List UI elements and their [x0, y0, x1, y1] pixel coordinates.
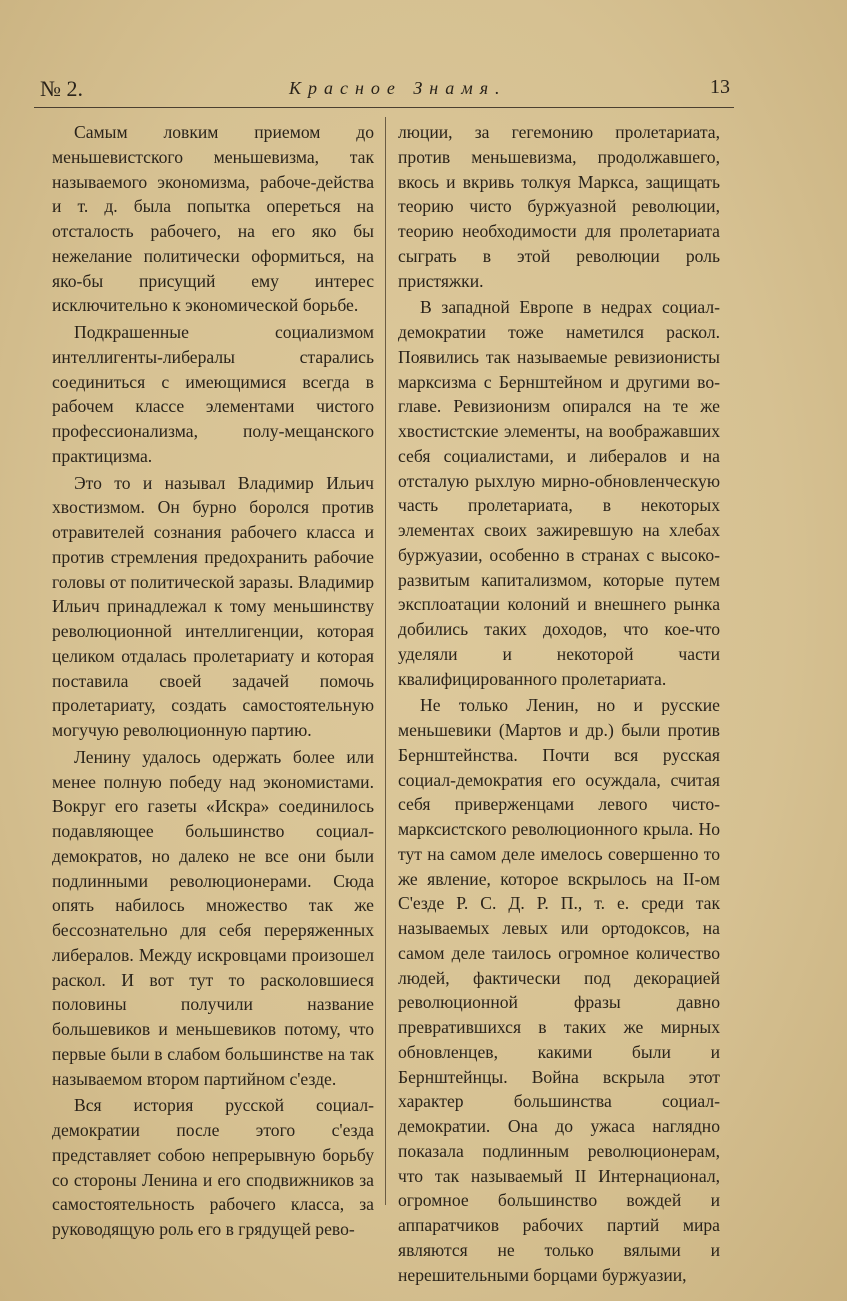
paragraph: Самым ловким приемом до меньшевистского меньшевизма, так называемого экономизма, рабоче-действа и т. д. была попытка опереться на отсталость рабочего, на его яко бы нежелание политически оформиться, на яко-бы присущий ему интерес исключительно к экономической борьбе. — [52, 122, 374, 316]
paragraph: В западной Европе в недрах социал-демократии тоже наметился раскол. Появились так называемые ревизионисты марксизма с Бернштейном и другими во-главе. Ревизионизм опирался на те же хвостистские элементы, на воображавших себя социалистами, и либералов и на отсталую рыхлую мирно-обновленческую часть пролетариата, в некоторых элементах своих зажиревшую на хлебах буржуазии, особенно в странах с высоко-развитым капитализмом, которые путем эксплоатации колоний и внешнего рынка добились таких доходов, что кое-что уделяли и некоторой части квалифицированного пролетариата. — [398, 297, 720, 689]
page-number: 13 — [710, 76, 730, 98]
paragraph: люции, за гегемонию пролетариата, против меньшевизма, продолжавшего, вкось и вкривь толкуя Маркса, защищать теорию чисто буржуазной революции, теорию необходимости для пролетариата сыграть в этой революции роль пристяжки. — [398, 122, 720, 291]
right-column — [398, 120, 720, 1287]
paragraph: Не только Ленин, но и русские меньшевики (Мартов и др.) были против Бернштейнства. Почти вся русская социал-демократия его осуждала, считая себя приверженцами левого чисто-марксистского революционного крыла. Но тут на самом деле имелось совершенно то же явление, которое вскрылось на II-ом С'езде Р. С. Д. Р. П., т. е. среди так называемых левых или ортодоксов, на самом деле таилось огромное количество людей, фактически под декорацией революционной фразы давно превратившихся в таких же мирных обновленцев, какими были и Бернштейнцы. Война вскрыла этот характер большинства социал-демократии. Она до ужаса наглядно показала подлинным революционерам, что так называемый II Интернационал, огромное большинство вождей и аппаратчиков рабочих партий мира являются не только вялыми и нерешительными борцами буржуазии, — [398, 695, 720, 1285]
paragraph: Подкрашенные социализмом интеллигенты-либералы старались соединиться с имеющимися всегда в рабочем классе элементами чистого профессионализма, полу-мещанского практицизма. — [52, 322, 374, 466]
paragraph: Это то и называл Владимир Ильич хвостизмом. Он бурно боролся против отравителей сознания рабочего класса и против стремления предохранить рабочие головы от политической заразы. Владимир Ильич принадлежал к тому меньшинству революционной интеллигенции, которая целиком отдалась пролетариату и которая поставила своей задачей помочь пролетариату, создать самостоятельную могучую революционную партию. — [52, 472, 374, 740]
newspaper-title: Красное Знамя. — [289, 78, 507, 98]
paragraph: Ленину удалось одержать более или менее полную победу над экономистами. Вокруг его газеты «Искра» соединилось подавляющее большинство социал-демократов, но далеко не все они были подлинными революционерами. Сюда опять набилось множество так же бессознательно для себя переряженных либералов. Между искровцами произошел раскол. И вот тут то расколовшиеся половины получили название большевиков и меньшевиков потому, что первые были в слабом большинстве на так называемом втором партийном с'езде. — [52, 746, 374, 1089]
paragraph: Вся история русской социал-демократии после этого с'езда представляет собою непрерывную борьбу со стороны Ленина и его сподвижников за самостоятельность рабочего класса, за руководящую роль его в грядущей рево- — [52, 1095, 374, 1239]
column-divider — [385, 117, 386, 1205]
left-column — [52, 120, 374, 1242]
issue-number: № 2. — [40, 76, 83, 101]
header-rule — [34, 107, 734, 108]
page-header — [34, 76, 734, 106]
